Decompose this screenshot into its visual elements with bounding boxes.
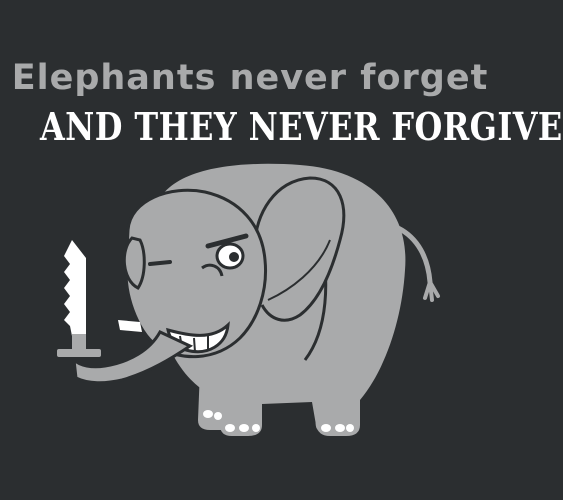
knife-icon — [56, 240, 102, 358]
headline-line-2: AND THEY NEVER FORGIVE — [40, 104, 563, 149]
elephant-head — [126, 190, 266, 356]
headline-line-1: Elephants never forget — [11, 58, 489, 98]
